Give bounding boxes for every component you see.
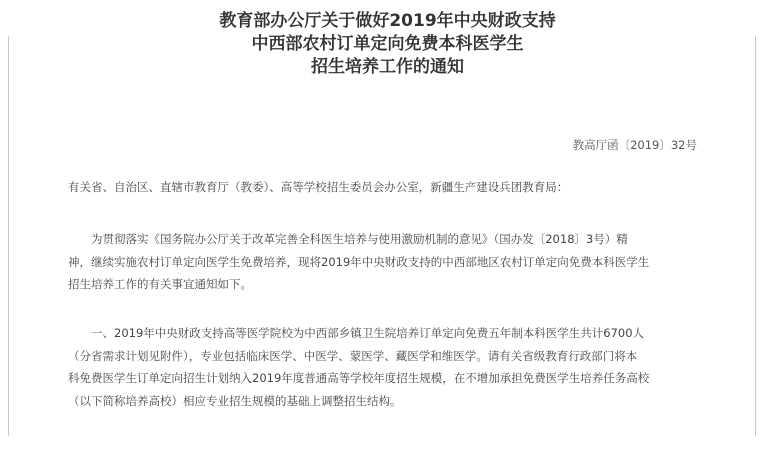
- body-paragraph-1: [68, 228, 708, 296]
- addressee-paragraph: [68, 176, 708, 199]
- document-number: 教高厅函〔2019〕32号: [572, 138, 697, 152]
- title-line-2: 中西部农村订单定向免费本科医学生: [251, 34, 524, 54]
- paragraph-1-line-1: 为贯彻落实《国务院办公厅关于改革完善全科医生培养与使用激励机制的意见》（国办发〔2018〕3号）精: [91, 232, 628, 246]
- title-line-3: 招生培养工作的通知: [311, 57, 464, 77]
- document-title: [0, 10, 775, 79]
- paragraph-2-line-1: 一、2019年中央财政支持高等医学院校为中西部乡镇卫生院培养订单定向免费五年制本科医学生共计6700人: [91, 326, 645, 340]
- title-line-1: 教育部办公厅关于做好2019年中央财政支持: [219, 11, 556, 31]
- addressee-line: 有关省、自治区、直辖市教育厅（教委）、高等学校招生委员会办公室，新疆生产建设兵团教育局：: [68, 180, 569, 194]
- paragraph-1-line-2: 神，继续实施农村订单定向医学生免费培养，现将2019年中央财政支持的中西部地区农村订单定向免费本科医学生: [68, 254, 650, 269]
- left-border-rule: [8, 36, 9, 436]
- paragraph-2-line-3: 科免费医学生订单定向招生计划纳入2019年度普通高等学校年度招生规模，在不增加承担免费医学生培养任务高校: [68, 371, 650, 385]
- paragraph-2-line-2: （分省需求计划见附件），专业包括临床医学、中医学、蒙医学、藏医学和维医学。请有关省级教育行政部门将本: [68, 348, 638, 363]
- paragraph-1-line-3: 招生培养工作的有关事宜通知如下。: [68, 277, 252, 291]
- body-paragraph-2: [68, 322, 708, 412]
- paragraph-2-line-4: （以下简称培养高校）相应专业招生规模的基础上调整招生结构。: [68, 393, 402, 408]
- right-border-rule: [755, 36, 756, 436]
